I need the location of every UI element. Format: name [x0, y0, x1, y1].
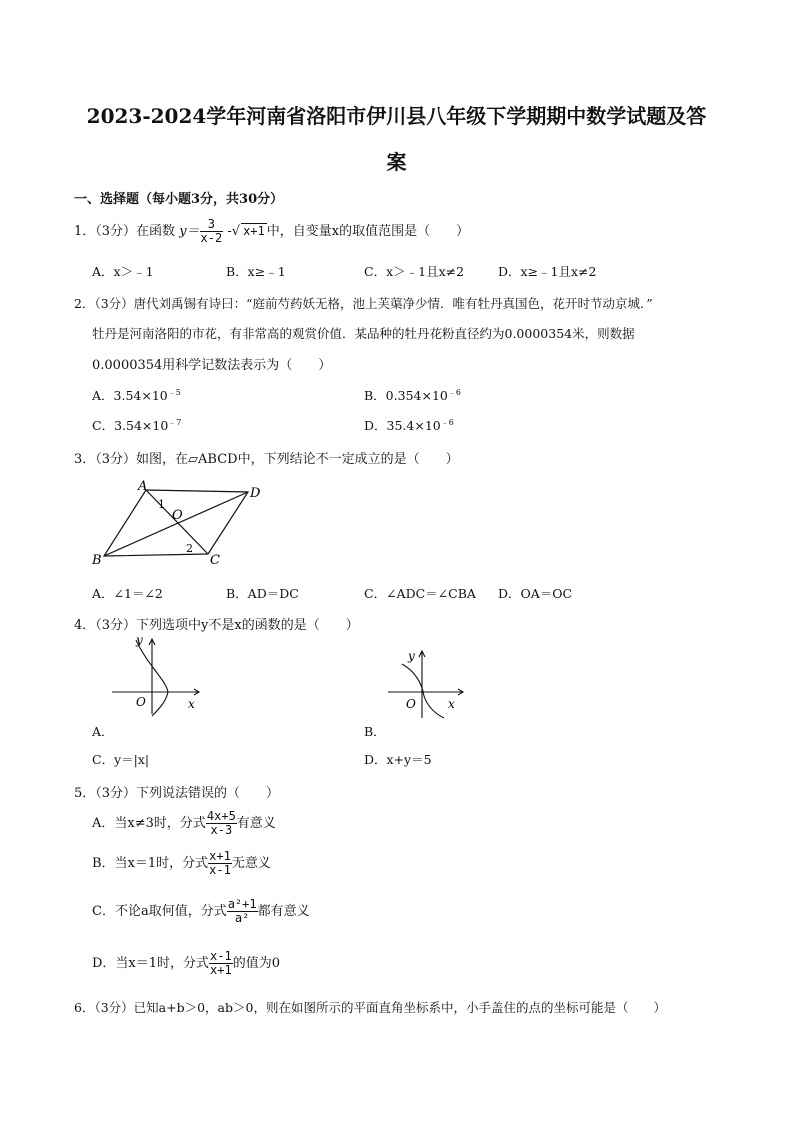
svg-text:O: O	[406, 697, 416, 711]
q3-option-a: A．∠1＝∠2	[92, 586, 163, 601]
section-heading: 一、选择题（每小题3分，共30分）	[74, 192, 284, 207]
label-d: D	[250, 486, 261, 501]
q4-option-b: B．	[364, 724, 386, 739]
q5-option-b: B．当x＝1时，分式 $\frac{x+1}{x-1}$ 无意义	[92, 849, 271, 878]
question-2-line3: 0.0000354用科学记数法表示为（ ）	[92, 358, 332, 373]
q1-option-d: D．x≥﹣1且x≠2	[498, 264, 597, 279]
q2-option-a: A．$3.54\times 10^{﹣5}$	[92, 387, 181, 403]
graph-a	[108, 636, 208, 718]
q4-option-d: D．x+y＝5	[364, 752, 432, 767]
label-o: O	[172, 508, 183, 523]
parallelogram-figure	[88, 478, 278, 570]
svg-text:x: x	[188, 697, 195, 711]
question-4: 4．（3分）下列选项中y不是x的函数的是（ ）	[74, 618, 359, 633]
question-2-line2: 牡丹是河南洛阳的市花，有非常高的观赏价值．某品种的牡丹花粉直径约为0.0000354米，则数据	[92, 326, 635, 341]
q5-option-a: A．当x≠3时，分式 $\frac{4x+5}{x-3}$ 有意义	[92, 809, 276, 838]
svg-text:y: y	[408, 649, 415, 663]
q4-option-a: A．	[92, 724, 114, 739]
document-title-line1: 2023-2024学年河南省洛阳市伊川县八年级下学期期中数学试题及答	[86, 104, 707, 128]
q4-option-c: C．y＝|x|	[92, 752, 150, 767]
q1-option-b: B．x≥﹣1	[226, 264, 286, 279]
q3-option-b: B．AD＝DC	[226, 586, 299, 601]
q5-option-d: D．当x＝1时，分式 $\frac{x-1}{x+1}$ 的值为0	[92, 949, 280, 978]
sqrt-icon: √	[231, 224, 241, 240]
question-2-line1: 2．（3分）唐代刘禹锡有诗曰：“庭前芍药妖无格，池上芙蕖净少情．唯有牡丹真国色，花开时节动京城．”	[74, 296, 653, 311]
q5-option-c: C．不论a取何值，分式 $\frac{\text{a²+1}}{\text{a²}}$ 都有意义	[92, 897, 310, 926]
q2-option-c: C．$3.54\times 10^{﹣7}$	[92, 417, 182, 433]
document-title-line2: 案	[386, 150, 407, 174]
question-5: 5．（3分）下列说法错误的（ ）	[74, 786, 280, 801]
question-3: 3．（3分）如图，在▱ABCD中，下列结论不一定成立的是（ ）	[74, 452, 459, 467]
label-a: A	[138, 479, 148, 494]
svg-text:O: O	[136, 695, 146, 709]
question-1: 1．（3分）在函数 y＝ $\frac{3}{x-2}$ -√ x+1 中，自变量x的取值范围是（ ）	[74, 217, 470, 246]
q1-option-a: A．x＞﹣1	[92, 264, 154, 279]
q2-option-d: D．$35.4\times 10^{﹣6}$	[364, 417, 454, 433]
diagonal-bd	[104, 492, 248, 556]
svg-text:y: y	[136, 636, 143, 647]
question-6: 6．（3分）已知a+b＞0，ab＞0，则在如图所示的平面直角坐标系中，小手盖住的点的坐标可能是（ ）	[74, 1000, 666, 1015]
label-c: C	[210, 553, 220, 568]
label-b: B	[92, 553, 102, 568]
q3-option-c: C．∠ADC＝∠CBA	[364, 586, 476, 601]
svg-text:x: x	[448, 697, 455, 711]
angle-2-label: 2	[186, 542, 193, 555]
fraction: $\frac{3}{x-2}$	[200, 217, 223, 246]
q2-option-b: B．$0.354\times 10^{﹣6}$	[364, 387, 461, 403]
graph-b	[384, 648, 474, 720]
q3-option-d: D．OA＝OC	[498, 586, 573, 601]
q1-option-c: C．x＞﹣1且x≠2	[364, 264, 465, 279]
angle-1-label: 1	[158, 498, 165, 511]
